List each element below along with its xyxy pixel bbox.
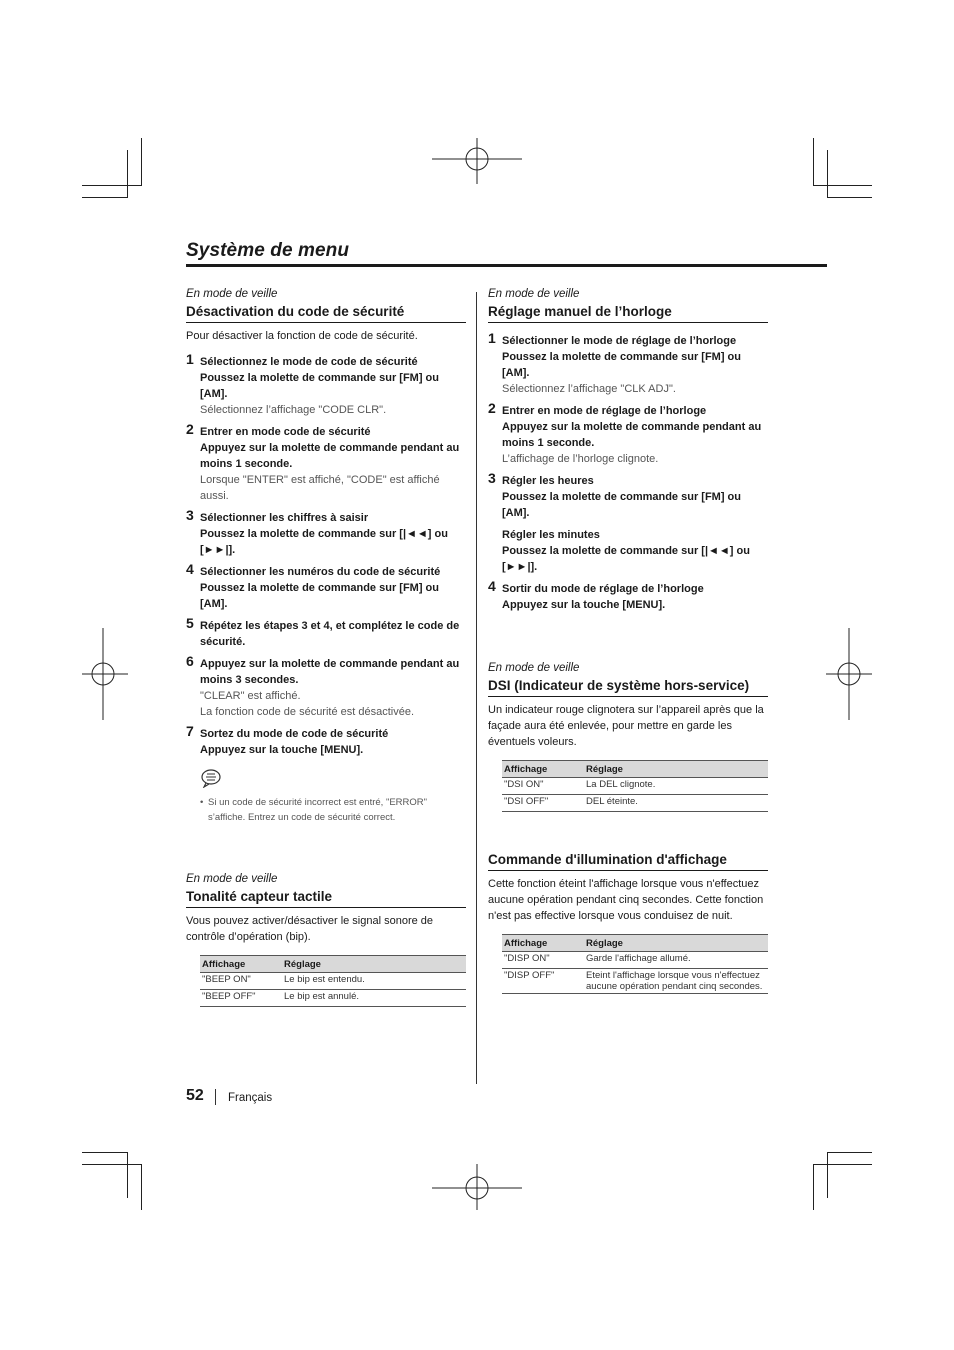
- step-7: [186, 723, 466, 758]
- table-cell: "DSI OFF": [502, 795, 584, 812]
- step-number: 2: [186, 421, 194, 437]
- step-1: [186, 351, 466, 418]
- registration-mark-right-icon: [826, 628, 872, 720]
- table-row: [200, 973, 466, 990]
- step-instruction: Appuyez sur la molette de commande pendant au moins 1 seconde.: [502, 421, 762, 449]
- step-instruction: Poussez la molette de commande sur [FM] ou [AM].: [502, 351, 741, 379]
- dsi-table: [502, 760, 768, 812]
- table-row: [502, 952, 768, 969]
- table-cell: "DSI ON": [502, 778, 584, 795]
- table-header: Réglage: [584, 935, 768, 952]
- step-title: Appuyez sur la molette de commande pendant au moins 3 secondes.: [200, 658, 460, 686]
- step-3: [186, 507, 466, 558]
- note-text: • Si un code de sécurité incorrect est entré, "ERROR" s’affiche. Entrez un code de sécurité correct.: [200, 797, 428, 823]
- step-5: [186, 615, 466, 650]
- section-intro: Pour désactiver la fonction de code de sécurité.: [186, 330, 418, 342]
- note-icon: [200, 768, 222, 788]
- mode-label: En mode de veille: [186, 873, 278, 885]
- step-number: 3: [186, 507, 194, 523]
- step-title: Sélectionner le mode de réglage de l’horloge: [502, 335, 737, 347]
- beep-table: [200, 955, 466, 1007]
- section-illumination: [488, 850, 768, 994]
- step-instruction: Appuyez sur la touche [MENU].: [502, 599, 666, 611]
- mode-label: En mode de veille: [488, 662, 580, 674]
- table-header: Affichage: [502, 761, 584, 778]
- step-number: 4: [186, 561, 194, 577]
- step-title: Sortez du mode de code de sécurité: [200, 728, 389, 740]
- section-security-code: [186, 287, 466, 825]
- step-result: L’affichage de l’horloge clignote.: [502, 453, 659, 465]
- section-clock: [488, 287, 768, 613]
- page-number: 52: [186, 1087, 204, 1104]
- table-cell: Garde l'affichage allumé.: [584, 952, 768, 969]
- step-2: [186, 421, 466, 504]
- table-cell: "DISP OFF": [502, 969, 584, 994]
- table-cell: "BEEP ON": [200, 973, 282, 990]
- step-number: 2: [488, 400, 496, 416]
- step-instruction: Appuyez sur la molette de commande pendant au moins 1 seconde.: [200, 442, 460, 470]
- illumination-table: [502, 934, 768, 994]
- step-3: [488, 470, 768, 575]
- step-instruction: Poussez la molette de commande sur [FM] ou [AM].: [200, 372, 439, 400]
- step-instruction: Poussez la molette de commande sur [FM] ou [AM].: [502, 491, 741, 519]
- step-result: Sélectionnez l’affichage "CLK ADJ".: [502, 383, 676, 395]
- table-row: [502, 969, 768, 994]
- table-header: Réglage: [584, 761, 768, 778]
- step-title: Entrer en mode code de sécurité: [200, 426, 371, 438]
- step-number: 6: [186, 653, 194, 669]
- step-title: Entrer en mode de réglage de l’horloge: [502, 405, 707, 417]
- step-4: [488, 578, 768, 613]
- step-number: 4: [488, 578, 496, 594]
- step-6: [186, 653, 466, 720]
- step-result: Lorsque "ENTER" est affiché, "CODE" est affiché aussi.: [200, 474, 440, 502]
- section-title: Commande d'illumination d'affichage: [488, 850, 768, 871]
- registration-mark-top-icon: [432, 138, 522, 184]
- table-cell: DEL éteinte.: [584, 795, 768, 812]
- section-title: Réglage manuel de l’horloge: [488, 302, 768, 323]
- step-instruction: Appuyez sur la touche [MENU].: [200, 744, 364, 756]
- page-title: Système de menu: [186, 240, 350, 261]
- step-result: Sélectionnez l’affichage "CODE CLR".: [200, 404, 387, 416]
- step-number: 1: [186, 351, 194, 367]
- table-cell: "BEEP OFF": [200, 990, 282, 1007]
- table-cell: "DISP ON": [502, 952, 584, 969]
- registration-mark-left-icon: [82, 628, 128, 720]
- section-title: DSI (Indicateur de système hors-service): [488, 676, 768, 697]
- left-column: [186, 287, 466, 1007]
- table-cell: La DEL clignote.: [584, 778, 768, 795]
- step-title: Régler les heures: [502, 475, 594, 487]
- step-2: [488, 400, 768, 467]
- table-row: [502, 778, 768, 795]
- step-instruction: Poussez la molette de commande sur [FM] ou [AM].: [200, 582, 439, 610]
- substep-title: Régler les minutes: [502, 529, 600, 541]
- table-cell: Le bip est annulé.: [282, 990, 466, 1007]
- registration-mark-bottom-icon: [432, 1164, 522, 1210]
- step-instruction: Poussez la molette de commande sur [|◄◄] ou [►►|].: [200, 528, 448, 556]
- section-intro: Vous pouvez activer/désactiver le signal sonore de contrôle d’opération (bip).: [186, 915, 434, 943]
- step-title: Sortir du mode de réglage de l’horloge: [502, 583, 704, 595]
- table-header: Affichage: [502, 935, 584, 952]
- table-header: Affichage: [200, 956, 282, 973]
- step-title: Sélectionner les chiffres à saisir: [200, 512, 369, 524]
- step-title: Sélectionner les numéros du code de sécurité: [200, 566, 441, 578]
- step-number: 7: [186, 723, 194, 739]
- substep-instruction: Poussez la molette de commande sur [|◄◄] ou [►►|].: [502, 545, 750, 573]
- section-title: Tonalité capteur tactile: [186, 887, 466, 908]
- page-language: Français: [228, 1092, 273, 1104]
- section-intro: Cette fonction éteint l'affichage lorsque vous n'effectuez aucune opération pendant cinq secondes. Cette fonction n'est pas effective lorsque vous conduisez de nuit.: [488, 878, 764, 922]
- step-result: "CLEAR" est affiché.: [200, 690, 301, 702]
- mode-label: En mode de veille: [186, 288, 278, 300]
- table-row: [502, 795, 768, 812]
- step-number: 3: [488, 470, 496, 486]
- step-title: Sélectionnez le mode de code de sécurité: [200, 356, 418, 368]
- bullet-icon: •: [200, 797, 204, 808]
- section-intro: Un indicateur rouge clignotera sur l’appareil après que la façade aura été enlevée, pour mettre en garde les éventuels voleurs.: [488, 704, 764, 748]
- section-dsi: [488, 661, 768, 812]
- step-number: 1: [488, 330, 496, 346]
- section-beep: [186, 872, 466, 1007]
- step-4: [186, 561, 466, 612]
- right-column: [488, 287, 768, 994]
- mode-label: En mode de veille: [488, 288, 580, 300]
- table-row: [200, 990, 466, 1007]
- table-header: Réglage: [282, 956, 466, 973]
- step-number: 5: [186, 615, 194, 631]
- table-cell: Eteint l'affichage lorsque vous n'effectuez aucune opération pendant cinq secondes.: [584, 969, 768, 994]
- footer-divider: [215, 1089, 216, 1105]
- table-cell: Le bip est entendu.: [282, 973, 466, 990]
- title-rule: [186, 264, 827, 267]
- section-title: Désactivation du code de sécurité: [186, 302, 466, 323]
- step-1: [488, 330, 768, 397]
- column-divider: [476, 292, 477, 1084]
- step-title: Répétez les étapes 3 et 4, et complétez le code de sécurité.: [200, 620, 460, 648]
- step-result: La fonction code de sécurité est désactivée.: [200, 706, 415, 718]
